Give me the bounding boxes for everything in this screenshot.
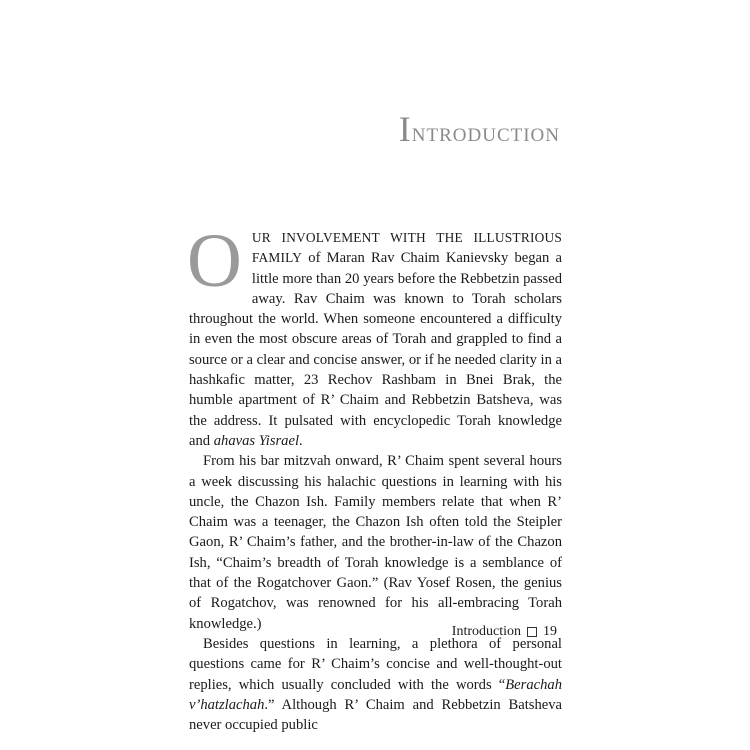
page-footer — [452, 624, 557, 640]
paragraph-3 — [189, 634, 562, 735]
body-text — [187, 219, 562, 735]
page-number: 19 — [543, 624, 557, 639]
lead-in-text: UR INVOLVEMENT WITH THE ILLUSTRIOUS FAMILY — [251, 230, 562, 266]
drop-cap: O — [187, 219, 242, 303]
paragraph-2: From his bar mitzvah onward, R’ Chaim spent several hours a week discussing his halachic questions in learning with his uncle, the Chazon Ish. Family members relate that when R’ Chaim was a teenager, the Chazon Ish often told the Steipler Gaon, R’ Chaim’s father, and the brother-in-law of the Chazon Ish, “Chaim’s breadth of Torah knowledge is a semblance of that of the Rogatchover Gaon.” (Rav Yosef Rosen, the genius of Rogatchov, was renowned for his all-embracing Torah knowledge.) — [189, 453, 562, 632]
paragraph-1-text: of Maran Rav Chaim Kanievsky began a little more than 20 years before the Rebbetzin passed away. Rav Chaim was known to Torah scholars throughout the world. When someone encountered a difficulty in even the most obscure areas of Torah and grappled to find a source or a clear and concise answer, or if he needed clarity in a hashkafic matter, 23 Rechov Rashbam in Bnei Brak, the humble apartment of R’ Chaim and Rebbetzin Batsheva, was the address. It pulsated with encyclopedic Torah knowledge and — [189, 250, 562, 449]
paragraph-3-end: .” Although R’ Chaim and Rebbetzin Batsheva never occupied public — [189, 696, 562, 734]
paragraph-3-italic: Berachah v’hatzlachah — [189, 676, 562, 713]
chapter-title-rest: ntroduction — [411, 117, 560, 147]
paragraph-3-text: Besides questions in learning, a plethora of personal questions came for R’ Chaim’s concise and well-thought-out replies, which usually concluded with the words “ — [189, 635, 562, 693]
running-footer-title: Introduction — [451, 624, 521, 639]
paragraph-1-end: . — [299, 432, 303, 449]
paragraph-1-italic: ahavas Yisrael — [213, 432, 300, 449]
chapter-title-initial: I — [398, 109, 412, 149]
paragraph-1 — [187, 219, 562, 451]
separator-box-icon — [527, 627, 537, 637]
chapter-title — [399, 108, 560, 150]
